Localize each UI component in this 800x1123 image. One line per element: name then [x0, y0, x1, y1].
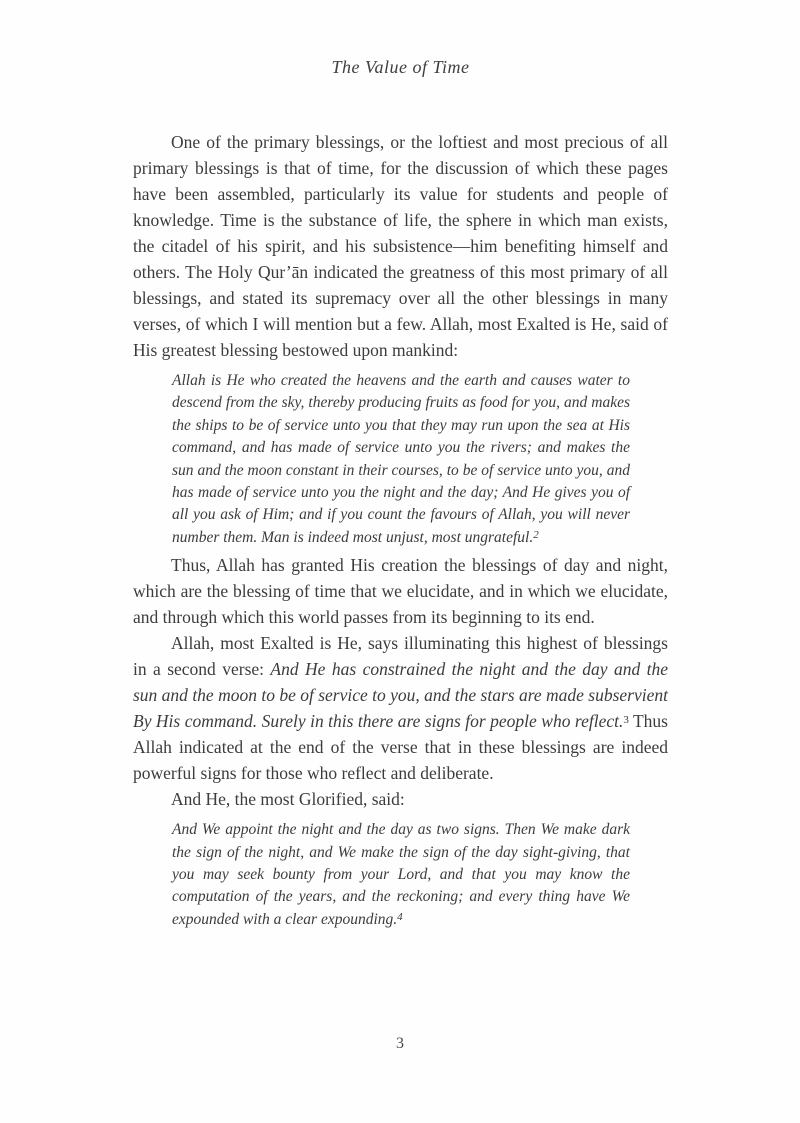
paragraph	[133, 129, 668, 363]
quran-quote	[133, 819, 668, 931]
paragraph	[133, 786, 668, 812]
inline-verse-quote: And He has constrained the night and the day and the sun and the moon to be of service to you, and the stars are made subservient By His command. Surely in this there are signs for people who reflect.	[133, 659, 668, 732]
footnote-ref: 3	[623, 714, 629, 727]
running-header-title: The Value of Time	[331, 57, 470, 77]
running-header	[133, 55, 668, 79]
quran-quote	[133, 370, 668, 549]
paragraph-text: Thus, Allah has granted His creation the blessings of day and night, which are the blessing of time that we elucidate, and in which we elucidate, and through which this world passes from its beginning to its end.	[133, 555, 668, 628]
footnote-ref: 2	[533, 528, 539, 541]
paragraph	[133, 630, 668, 786]
paragraph-text: Allah, most Exalted is He, says illuminating this highest of blessings in a second verse:	[133, 633, 668, 680]
page-body	[133, 129, 668, 931]
paragraph-text: And He, the most Glorified, said:	[171, 789, 405, 810]
page-number-value: 3	[396, 1035, 404, 1052]
quote-text: And We appoint the night and the day as two signs. Then We make dark the sign of the night, and We make the sign of the day sight-giving, that you may seek bounty from your Lord, and that you may know the computation of the years, and the reckoning; and every thing have We expounded with a clear expounding.	[172, 821, 630, 928]
footnote-ref: 4	[397, 910, 403, 923]
paragraph-text: Thus Allah indicated at the end of the verse that in these blessings are indeed powerful signs for those who reflect and deliberate.	[133, 711, 668, 784]
page-number	[0, 1035, 800, 1053]
paragraph	[133, 552, 668, 630]
paragraph-text: One of the primary blessings, or the loftiest and most precious of all primary blessings is that of time, for the discussion of which these pages have been assembled, particularly its value for students and people of knowledge. Time is the substance of life, the sphere in which man exists, the citadel of his spirit, and his subsistence—him benefiting himself and others. The Holy Qur’ān indicated the greatness of this most primary of all blessings, and stated its supremacy over all the other blessings in many verses, of which I will mention but a few. Allah, most Exalted is He, said of His greatest blessing bestowed upon mankind:	[133, 132, 668, 360]
quote-text: Allah is He who created the heavens and the earth and causes water to descend from the sky, thereby producing fruits as food for you, and makes the ships to be of service unto you that they may run upon the sea at His command, and has made of service unto you the rivers; and makes the sun and the moon constant in their courses, to be of service unto you, and has made of service unto you the night and the day; And He gives you of all you ask of Him; and if you count the favours of Allah, you will never number them. Man is indeed most unjust, most ungrateful.	[172, 372, 630, 546]
